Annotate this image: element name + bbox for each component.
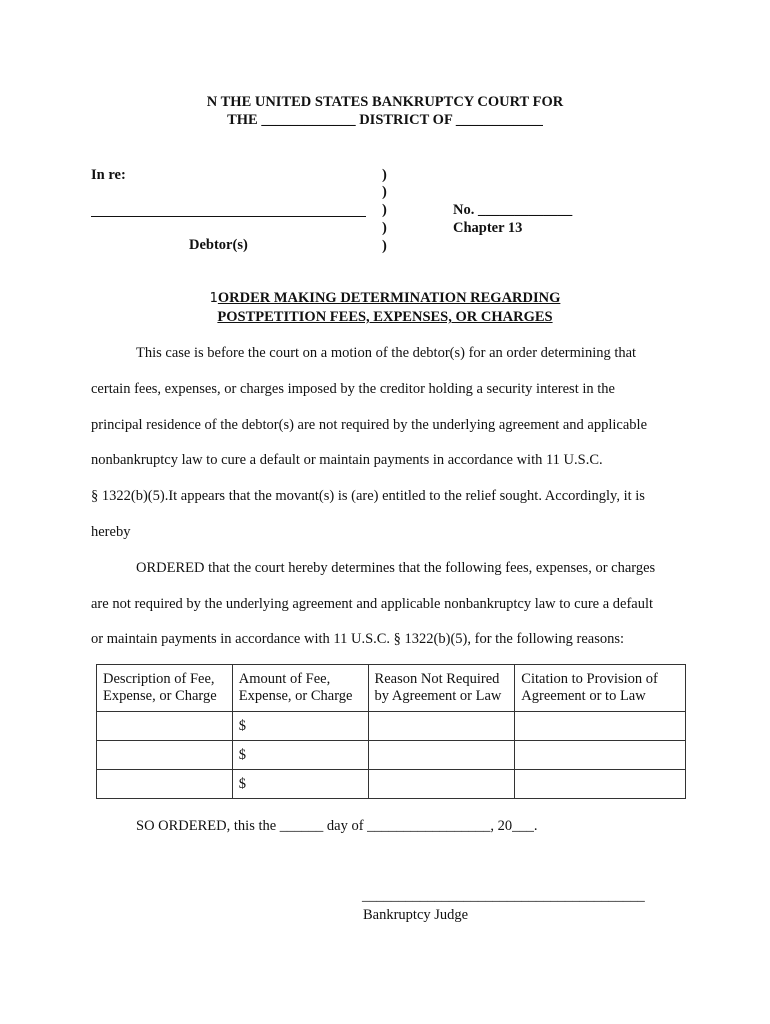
paragraph-line: certain fees, expenses, or charges imposed by the creditor holding a security interest in the [91,381,615,397]
header-text: Description of Fee, [103,671,215,687]
order-title-text-1: ORDER MAKING DETERMINATION REGARDING [217,290,561,306]
header-description [97,665,233,712]
description-cell[interactable] [97,770,233,799]
header-reason [368,665,515,712]
paragraph-line: principal residence of the debtor(s) are not required by the underlying agreement and applicable [91,417,648,433]
so-ordered-line: SO ORDERED, this the ______ day of _________________, 20___. [136,818,538,834]
court-name-line: N THE UNITED STATES BANKRUPTCY COURT FOR [206,94,564,110]
citation-cell[interactable] [515,712,686,741]
header-text: Expense, or Charge [103,688,217,704]
paragraph-line: or maintain payments in accordance with 11 U.S.C. § 1322(b)(5), for the following reasons: [91,631,625,647]
header-text: by Agreement or Law [374,688,502,704]
header-amount [232,665,368,712]
description-cell[interactable] [97,741,233,770]
debtor-name-line [91,216,366,217]
caption-paren: ) [382,220,387,236]
caption-paren: ) [382,184,387,200]
caption-paren: ) [382,238,387,254]
caption-paren: ) [382,167,387,183]
citation-cell[interactable] [515,770,686,799]
paragraph-line: hereby [91,524,131,540]
table-row [97,770,686,799]
order-title-line-1 [0,290,770,307]
citation-cell[interactable] [515,741,686,770]
caption-paren: ) [382,202,387,218]
case-number: No. _____________ [453,202,573,218]
amount-cell[interactable]: $ [232,712,368,741]
signature-line: _______________________________________ [362,888,645,904]
header-text: Expense, or Charge [238,688,353,704]
judge-label: Bankruptcy Judge [363,907,469,923]
header-citation [515,665,686,712]
table-row [97,741,686,770]
footnote-marker: 1 [209,291,218,306]
chapter-label: Chapter 13 [453,220,523,236]
paragraph-line: nonbankruptcy law to cure a default or maintain payments in accordance with 11 U.S.C. [91,452,603,468]
order-title-line-2: POSTPETITION FEES, EXPENSES, OR CHARGES [217,309,553,325]
table-row [97,712,686,741]
district-line: THE _____________ DISTRICT OF ____________ [227,112,543,128]
debtor-label: Debtor(s) [189,237,248,253]
paragraph-line: are not required by the underlying agreement and applicable nonbankruptcy law to cure a default [91,596,654,612]
header-text: Amount of Fee, [238,671,331,687]
reason-cell[interactable] [368,712,515,741]
table-header-row [97,665,686,712]
fees-table [96,664,686,799]
in-re-label: In re: [91,167,126,183]
header-text: Agreement or to Law [521,688,646,704]
reason-cell[interactable] [368,770,515,799]
amount-cell[interactable]: $ [232,770,368,799]
paragraph-line: This case is before the court on a motion of the debtor(s) for an order determining that [136,345,637,361]
amount-cell[interactable]: $ [232,741,368,770]
paragraph-line: § 1322(b)(5).It appears that the movant(s) is (are) entitled to the relief sought. Accordingly, it is [91,488,645,504]
header-text: Reason Not Required [374,671,500,687]
paragraph-line: ORDERED that the court hereby determines that the following fees, expenses, or charges [136,560,656,576]
description-cell[interactable] [97,712,233,741]
reason-cell[interactable] [368,741,515,770]
header-text: Citation to Provision of [521,671,658,687]
